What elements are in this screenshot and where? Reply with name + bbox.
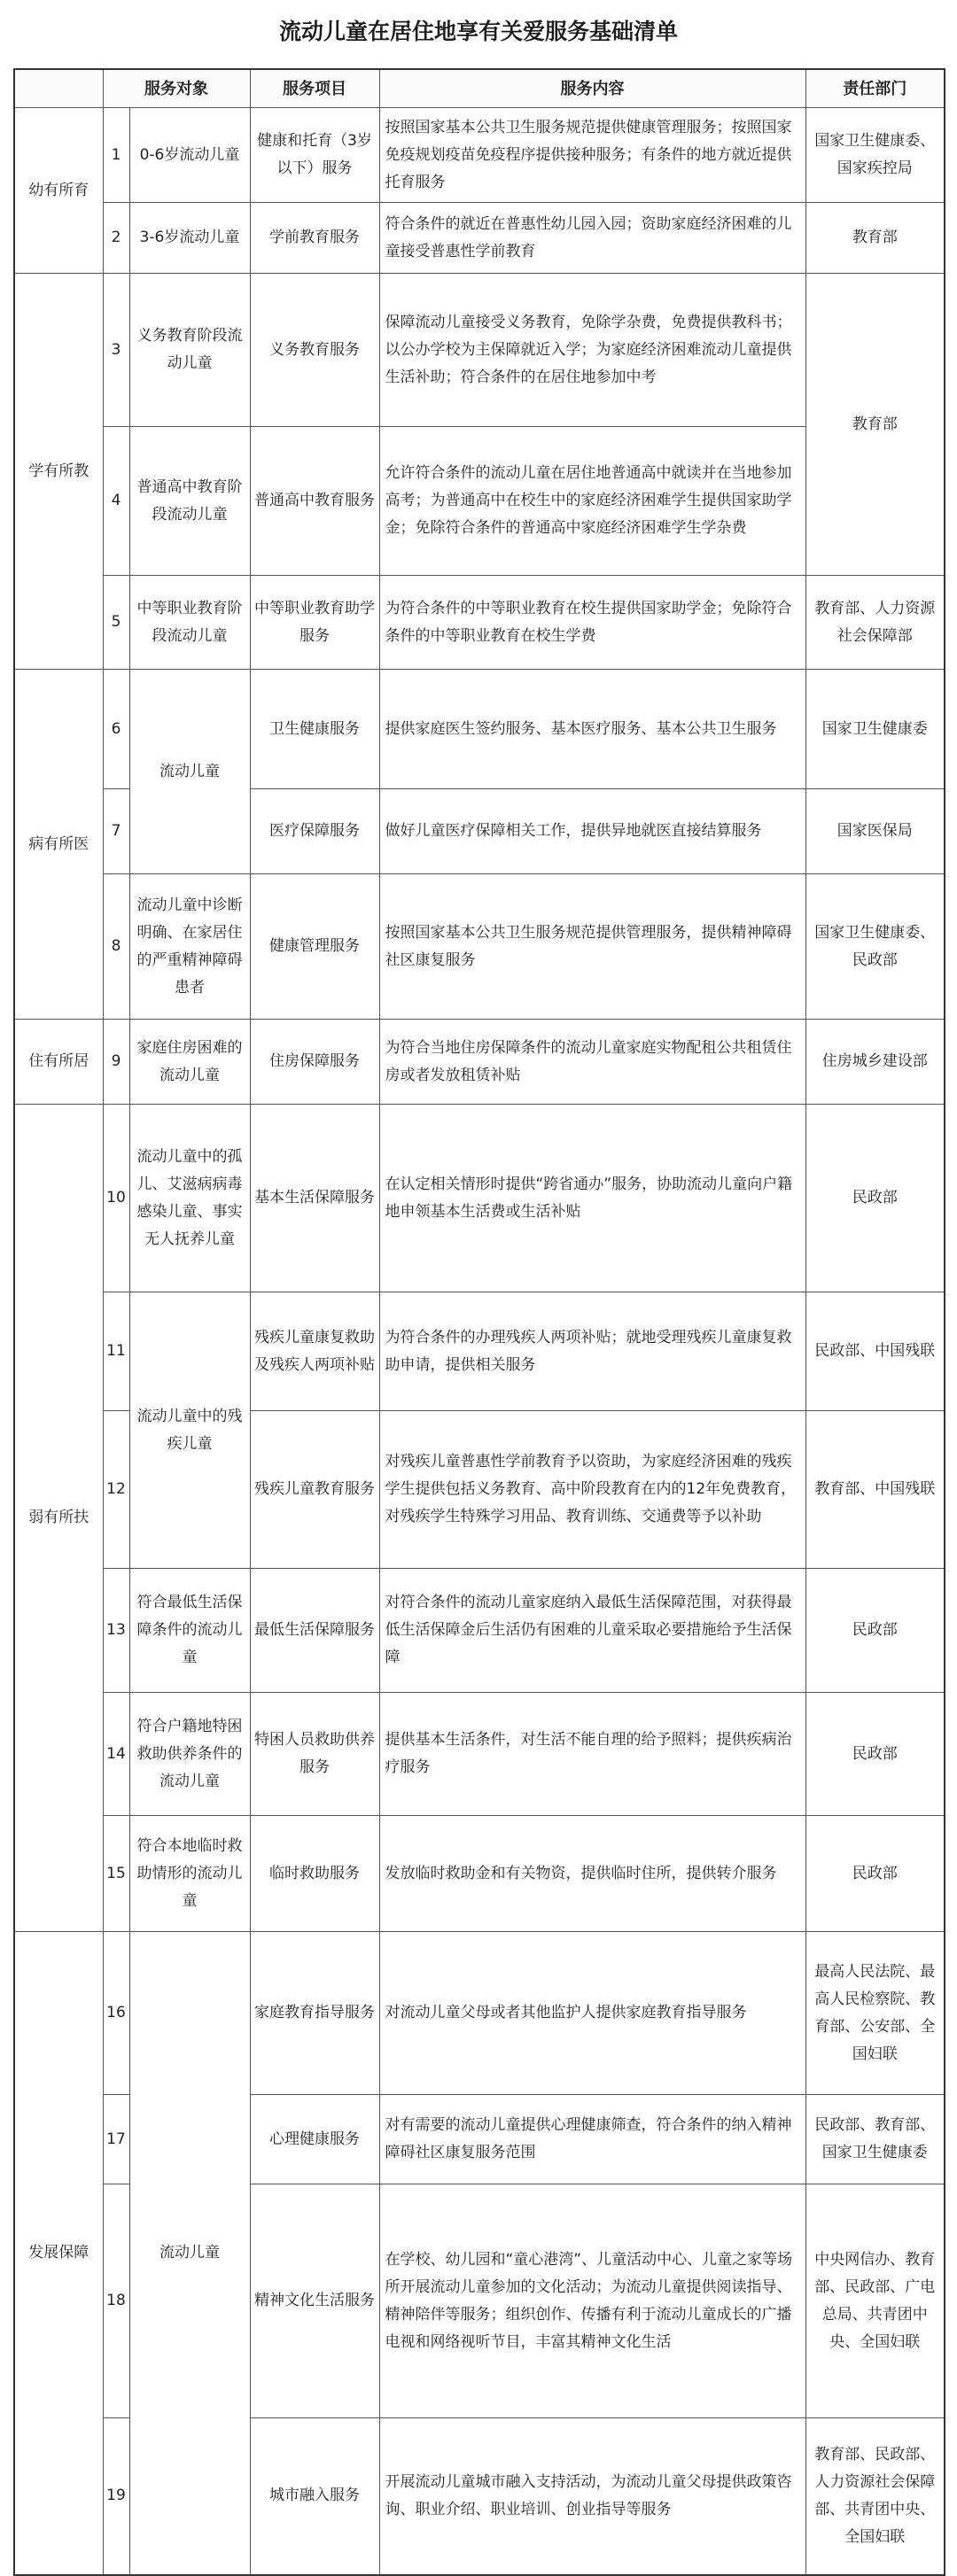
target-cell: 流动儿童中的孤儿、艾滋病病毒感染儿童、事实无人抚养儿童 bbox=[129, 1105, 250, 1292]
content-cell: 按照国家基本公共卫生服务规范提供健康管理服务；按照国家免疫规划疫苗免疫程序提供接种服务；有条件的地方就近提供托育服务 bbox=[379, 108, 805, 203]
row-number: 15 bbox=[103, 1816, 129, 1932]
group-cell: 幼有所育 bbox=[14, 108, 103, 274]
dept-cell: 民政部、教育部、国家卫生健康委 bbox=[805, 2095, 945, 2184]
item-cell: 精神文化生活服务 bbox=[250, 2184, 379, 2418]
group-cell: 病有所医 bbox=[14, 670, 103, 1020]
table-row bbox=[14, 670, 945, 789]
group-cell: 住有所居 bbox=[14, 1020, 103, 1105]
item-cell: 城市融入服务 bbox=[250, 2418, 379, 2575]
row-number: 3 bbox=[103, 274, 129, 427]
table-row bbox=[14, 1292, 945, 1411]
dept-cell: 教育部、人力资源社会保障部 bbox=[805, 576, 945, 670]
item-cell: 义务教育服务 bbox=[250, 274, 379, 427]
target-cell: 流动儿童中的残疾儿童 bbox=[129, 1292, 250, 1569]
dept-cell: 国家卫生健康委、国家疾控局 bbox=[805, 108, 945, 203]
dept-cell: 教育部、中国残联 bbox=[805, 1411, 945, 1569]
content-cell: 对流动儿童父母或者其他监护人提供家庭教育指导服务 bbox=[379, 1932, 805, 2095]
item-cell: 卫生健康服务 bbox=[250, 670, 379, 789]
header-group bbox=[14, 69, 103, 108]
item-cell: 健康管理服务 bbox=[250, 874, 379, 1020]
item-cell: 临时救助服务 bbox=[250, 1816, 379, 1932]
row-number: 7 bbox=[103, 789, 129, 874]
table-row bbox=[14, 108, 945, 203]
header-item: 服务项目 bbox=[250, 69, 379, 108]
content-cell: 对残疾儿童普惠性学前教育予以资助，为家庭经济困难的残疾学生提供包括义务教育、高中阶段教育在内的12年免费教育，对残疾学生特殊学习用品、教育训练、交通费等予以补助 bbox=[379, 1411, 805, 1569]
target-cell: 义务教育阶段流动儿童 bbox=[129, 274, 250, 427]
row-number: 12 bbox=[103, 1411, 129, 1569]
content-cell: 对有需要的流动儿童提供心理健康筛查，符合条件的纳入精神障碍社区康复服务范围 bbox=[379, 2095, 805, 2184]
table-row bbox=[14, 1020, 945, 1105]
row-number: 9 bbox=[103, 1020, 129, 1105]
table-row bbox=[14, 1105, 945, 1292]
item-cell: 家庭教育指导服务 bbox=[250, 1932, 379, 2095]
row-number: 19 bbox=[103, 2418, 129, 2575]
content-cell: 对符合条件的流动儿童家庭纳入最低生活保障范围，对获得最低生活保障金后生活仍有困难的儿童采取必要措施给予生活保障 bbox=[379, 1569, 805, 1693]
target-cell: 符合最低生活保障条件的流动儿童 bbox=[129, 1569, 250, 1693]
dept-cell: 国家医保局 bbox=[805, 789, 945, 874]
item-cell: 普通高中教育服务 bbox=[250, 427, 379, 576]
group-cell: 发展保障 bbox=[14, 1932, 103, 2575]
dept-cell: 民政部 bbox=[805, 1816, 945, 1932]
content-cell: 提供基本生活条件，对生活不能自理的给予照料；提供疾病治疗服务 bbox=[379, 1693, 805, 1816]
row-number: 6 bbox=[103, 670, 129, 789]
item-cell: 残疾儿童康复救助及残疾人两项补贴 bbox=[250, 1292, 379, 1411]
table-row bbox=[14, 576, 945, 670]
dept-cell: 国家卫生健康委 bbox=[805, 670, 945, 789]
dept-cell: 民政部 bbox=[805, 1105, 945, 1292]
item-cell: 学前教育服务 bbox=[250, 203, 379, 274]
dept-cell: 国家卫生健康委、民政部 bbox=[805, 874, 945, 1020]
table-row bbox=[14, 203, 945, 274]
dept-cell: 住房城乡建设部 bbox=[805, 1020, 945, 1105]
content-cell: 符合条件的就近在普惠性幼儿园入园；资助家庭经济困难的儿童接受普惠性学前教育 bbox=[379, 203, 805, 274]
row-number: 8 bbox=[103, 874, 129, 1020]
page-title: 流动儿童在居住地享有关爱服务基础清单 bbox=[278, 19, 678, 44]
target-cell: 流动儿童 bbox=[129, 1932, 250, 2575]
header-row bbox=[14, 69, 945, 108]
content-cell: 在学校、幼儿园和“童心港湾”、儿童活动中心、儿童之家等场所开展流动儿童参加的文化活动；为流动儿童提供阅读指导、精神陪伴等服务；组织创作、传播有利于流动儿童成长的广播电视和网络视听节目，丰富其精神文化生活 bbox=[379, 2184, 805, 2418]
row-number: 16 bbox=[103, 1932, 129, 2095]
content-cell: 允许符合条件的流动儿童在居住地普通高中就读并在当地参加高考；为普通高中在校生中的家庭经济困难学生提供国家助学金；免除符合条件的普通高中家庭经济困难学生学杂费 bbox=[379, 427, 805, 576]
table-row bbox=[14, 274, 945, 427]
dept-cell: 民政部 bbox=[805, 1693, 945, 1816]
dept-cell: 教育部、民政部、人力资源社会保障部、共青团中央、全国妇联 bbox=[805, 2418, 945, 2575]
group-cell: 学有所教 bbox=[14, 274, 103, 670]
service-table bbox=[13, 68, 945, 2576]
item-cell: 基本生活保障服务 bbox=[250, 1105, 379, 1292]
content-cell: 做好儿童医疗保障相关工作，提供异地就医直接结算服务 bbox=[379, 789, 805, 874]
group-cell: 弱有所扶 bbox=[14, 1105, 103, 1932]
content-cell: 开展流动儿童城市融入支持活动，为流动儿童父母提供政策咨询、职业介绍、职业培训、创业指导等服务 bbox=[379, 2418, 805, 2575]
row-number: 13 bbox=[103, 1569, 129, 1693]
item-cell: 医疗保障服务 bbox=[250, 789, 379, 874]
dept-cell: 民政部、中国残联 bbox=[805, 1292, 945, 1411]
item-cell: 住房保障服务 bbox=[250, 1020, 379, 1105]
row-number: 10 bbox=[103, 1105, 129, 1292]
content-cell: 为符合条件的中等职业教育在校生提供国家助学金；免除符合条件的中等职业教育在校生学费 bbox=[379, 576, 805, 670]
target-cell: 符合本地临时救助情形的流动儿童 bbox=[129, 1816, 250, 1932]
table-row bbox=[14, 1932, 945, 2095]
header-dept: 责任部门 bbox=[805, 69, 945, 108]
content-cell: 发放临时救助金和有关物资，提供临时住所，提供转介服务 bbox=[379, 1816, 805, 1932]
dept-cell: 最高人民法院、最高人民检察院、教育部、公安部、全国妇联 bbox=[805, 1932, 945, 2095]
row-number: 14 bbox=[103, 1693, 129, 1816]
row-number: 2 bbox=[103, 203, 129, 274]
row-number: 17 bbox=[103, 2095, 129, 2184]
item-cell: 最低生活保障服务 bbox=[250, 1569, 379, 1693]
target-cell: 3-6岁流动儿童 bbox=[129, 203, 250, 274]
content-cell: 保障流动儿童接受义务教育，免除学杂费，免费提供教科书；以公办学校为主保障就近入学；为家庭经济困难流动儿童提供生活补助；符合条件的在居住地参加中考 bbox=[379, 274, 805, 427]
target-cell: 家庭住房困难的流动儿童 bbox=[129, 1020, 250, 1105]
table-row bbox=[14, 874, 945, 1020]
row-number: 1 bbox=[103, 108, 129, 203]
row-number: 18 bbox=[103, 2184, 129, 2418]
table-row bbox=[14, 1569, 945, 1693]
target-cell: 符合户籍地特困救助供养条件的流动儿童 bbox=[129, 1693, 250, 1816]
target-cell: 中等职业教育阶段流动儿童 bbox=[129, 576, 250, 670]
content-cell: 为符合当地住房保障条件的流动儿童家庭实物配租公共租赁住房或者发放租赁补贴 bbox=[379, 1020, 805, 1105]
table-row bbox=[14, 1693, 945, 1816]
row-number: 4 bbox=[103, 427, 129, 576]
item-cell: 健康和托育（3岁以下）服务 bbox=[250, 108, 379, 203]
table-row bbox=[14, 427, 945, 576]
target-cell: 流动儿童中诊断明确、在家居住的严重精神障碍患者 bbox=[129, 874, 250, 1020]
target-cell: 普通高中教育阶段流动儿童 bbox=[129, 427, 250, 576]
dept-cell: 中央网信办、教育部、民政部、广电总局、共青团中央、全国妇联 bbox=[805, 2184, 945, 2418]
table-row bbox=[14, 1816, 945, 1932]
content-cell: 按照国家基本公共卫生服务规范提供管理服务，提供精神障碍社区康复服务 bbox=[379, 874, 805, 1020]
target-cell: 0-6岁流动儿童 bbox=[129, 108, 250, 203]
dept-cell: 教育部 bbox=[805, 274, 945, 576]
header-content: 服务内容 bbox=[379, 69, 805, 108]
header-target: 服务对象 bbox=[103, 69, 250, 108]
dept-cell: 民政部 bbox=[805, 1569, 945, 1693]
content-cell: 在认定相关情形时提供“跨省通办”服务，协助流动儿童向户籍地申领基本生活费或生活补贴 bbox=[379, 1105, 805, 1292]
target-cell: 流动儿童 bbox=[129, 670, 250, 874]
dept-cell: 教育部 bbox=[805, 203, 945, 274]
content-cell: 为符合条件的办理残疾人两项补贴；就地受理残疾儿童康复救助申请，提供相关服务 bbox=[379, 1292, 805, 1411]
row-number: 5 bbox=[103, 576, 129, 670]
item-cell: 心理健康服务 bbox=[250, 2095, 379, 2184]
row-number: 11 bbox=[103, 1292, 129, 1411]
item-cell: 特困人员救助供养服务 bbox=[250, 1693, 379, 1816]
content-cell: 提供家庭医生签约服务、基本医疗服务、基本公共卫生服务 bbox=[379, 670, 805, 789]
item-cell: 中等职业教育助学服务 bbox=[250, 576, 379, 670]
item-cell: 残疾儿童教育服务 bbox=[250, 1411, 379, 1569]
